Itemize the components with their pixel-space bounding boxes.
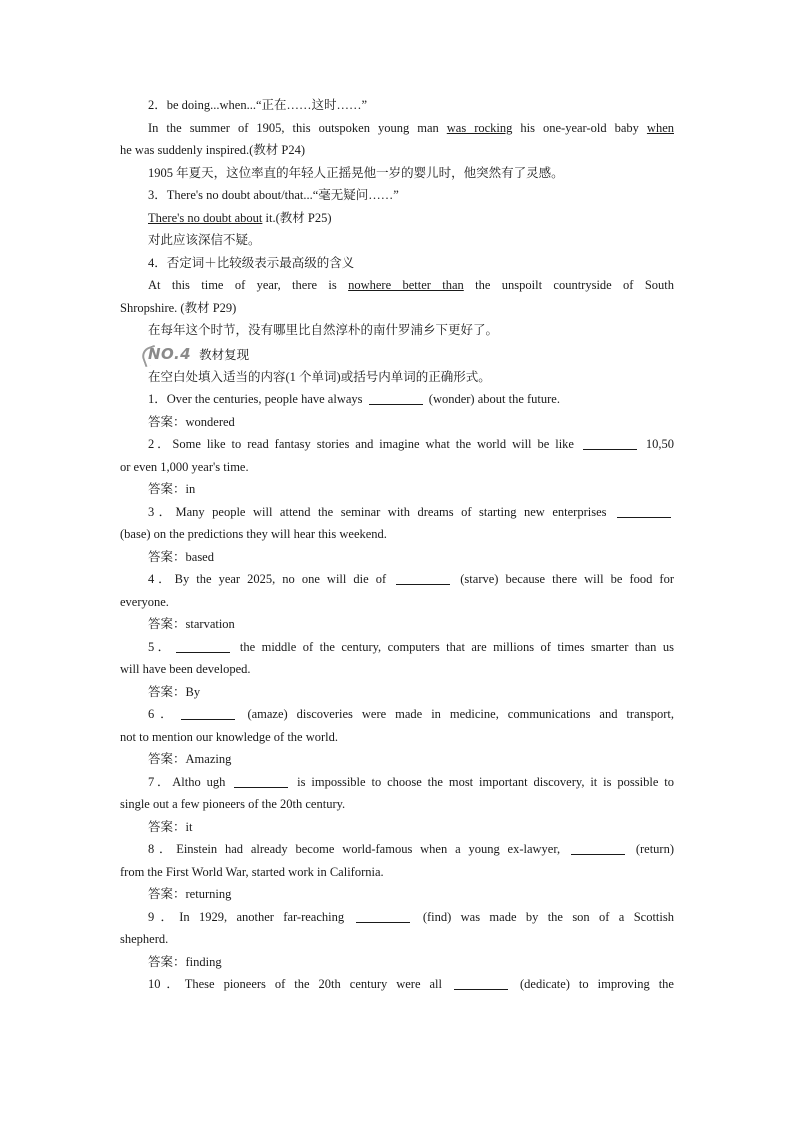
answer-line: 答案：in (148, 482, 196, 496)
answer-line: 答案：By (148, 684, 201, 699)
answer-blank (181, 707, 235, 720)
exercise-cont: not to mention our knowledge of the world. (120, 729, 339, 744)
structure-heading: 3．There's no doubt about/that...“毫无疑问……” (148, 188, 399, 202)
answer-blank (369, 392, 423, 405)
answer-line: 答案：Amazing (148, 752, 232, 766)
exercise-item: 6． (amaze) discoveries were made in medicine, communications and transport, (148, 707, 674, 721)
exercise-item: 10．These pioneers of the 20th century were all (dedicate) to improving the (148, 977, 674, 991)
exercise-item: 3．Many people will attend the seminar with dreams of starting new enterprises (120, 501, 674, 524)
answer-line: 答案：wondered (148, 414, 235, 429)
answer-blank (571, 842, 625, 855)
answer-line: 答案：returning (148, 887, 232, 901)
section-header (148, 342, 674, 366)
structure-example-cont: Shropshire. (教材 P29) (120, 300, 237, 315)
exercise-item: 8．Einstein had already become world-famous when a young ex-lawyer, (return) (148, 842, 674, 856)
answer-blank (234, 775, 288, 788)
answer-line: 答案：starvation (148, 617, 235, 631)
answer-blank (583, 437, 637, 450)
section-instruction: 在空白处填入适当的内容(1 个单词)或括号内单词的正确形式。 (148, 369, 491, 384)
section-title: 教材复现 (199, 347, 250, 362)
structure-example: There's no doubt about it.(教材 P25) (148, 210, 332, 225)
exercise-cont: everyone. (120, 594, 169, 609)
exercise-cont: or even 1,000 year's time. (120, 459, 249, 474)
exercise-cont: shepherd. (120, 932, 169, 946)
exercise-cont: (base) on the predictions they will hear this weekend. (120, 527, 387, 541)
answer-line: 答案：based (148, 549, 214, 564)
answer-blank (396, 572, 450, 585)
exercise-item: 9．In 1929, another far-reaching (find) was made by the son of a Scottish (148, 909, 674, 924)
answer-blank (454, 977, 508, 990)
answer-line: 答案：finding (148, 954, 222, 969)
exercise-item: 7．Altho ugh is impossible to choose the most important discovery, it is possible to (148, 774, 674, 789)
structure-example: At this time of year, there is nowhere better than the unspoilt countryside of South (148, 278, 674, 292)
answer-line: 答案：it (148, 819, 193, 834)
exercise-item: 2．Some like to read fantasy stories and imagine what the world will be like 10,50 (148, 437, 674, 451)
answer-blank (176, 640, 230, 653)
structure-heading: 2．be doing...when...“正在……这时……” (148, 98, 368, 112)
answer-blank (356, 910, 410, 923)
structure-translation: 对此应该深信不疑。 (148, 233, 261, 247)
structure-translation: 在每年这个时节，没有哪里比自然淳朴的南什罗浦乡下更好了。 (148, 323, 499, 337)
structure-example: In the summer of 1905, this outspoken young man was rocking his one-year-old baby when (148, 120, 674, 135)
document-page (120, 94, 674, 996)
exercise-item: 4．By the year 2025, no one will die of (starve) because there will be food for (148, 572, 674, 586)
exercise-item: 5． the middle of the century, computers that are millions of times smarter than us (148, 639, 674, 654)
structure-heading: 4．否定词＋比较级表示最高级的含义 (148, 255, 355, 270)
exercise-item: 1．Over the centuries, people have always (wonder) about the future. (148, 392, 560, 406)
structure-translation: 1905 年夏天，这位率直的年轻人正摇晃他一岁的婴儿时，他突然有了灵感。 (148, 165, 564, 180)
exercise-cont: will have been developed. (120, 662, 251, 676)
section-number-logo: NO.4 (148, 345, 191, 363)
exercise-cont: from the First World War, started work in California. (120, 864, 384, 879)
structure-example-cont: he was suddenly inspired.(教材 P24) (120, 143, 306, 157)
answer-blank (617, 505, 671, 518)
exercise-cont: single out a few pioneers of the 20th century. (120, 797, 346, 811)
